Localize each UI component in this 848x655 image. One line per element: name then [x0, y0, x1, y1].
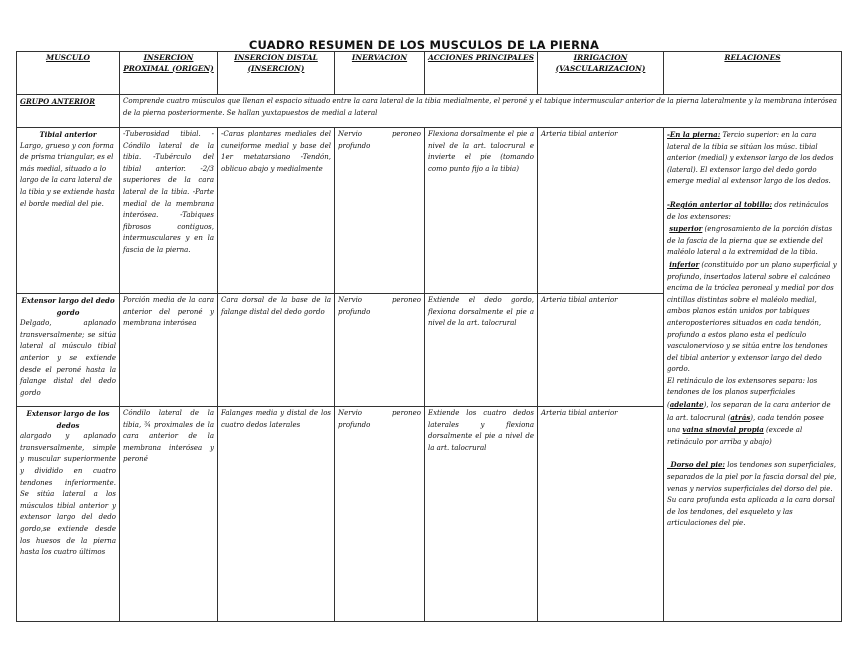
- rel-dorso-label: _Dorso del pie:: [667, 460, 726, 470]
- rel-pierna-label: -En la pierna:: [667, 130, 721, 139]
- header-acciones: ACCIONES PRINCIPALES: [425, 52, 538, 95]
- cell-irrigacion: Arteria tibial anterior: [538, 128, 664, 294]
- grupo-row: [17, 95, 842, 128]
- muscle-name: Extensor largo del dedo gordo: [21, 296, 115, 317]
- page-title: CUADRO RESUMEN DE LOS MUSCULOS DE LA PIERNA: [248, 38, 600, 52]
- rel-tobillo-text: dos retináculos de los extensores:: [667, 200, 829, 221]
- muscle-name: Tibial anterior: [39, 130, 97, 139]
- rel-superior-label: superior: [669, 224, 703, 234]
- cell-irrigacion: Arteria tibial anterior: [538, 294, 664, 407]
- header-row: [17, 52, 842, 95]
- cell-irrigacion: Arteria tibial anterior: [538, 407, 664, 622]
- cell-acciones: Flexiona dorsalmente el pie a nivel de la art. talocrural e invierte el pie (tomando como punto fijo a la tibia): [425, 128, 538, 294]
- grupo-label: GRUPO ANTERIOR: [20, 97, 96, 106]
- cell-origen: -Tuberosidad tibial. -Cóndilo lateral de la tibia. -Tubérculo del tibial anterior. -2/3 superiores de la cara lateral de la tibia. -Parte medial de la membrana interósea. -Tabiques fibrosos contiguos, intermusculares y en la fascia de la pierna.: [120, 128, 218, 294]
- header-musculo: MUSCULO: [17, 52, 120, 95]
- cell-acciones: Extiende los cuatro dedos laterales y flexiona dorsalmente el pie a nivel de la art. talocrural: [425, 407, 538, 622]
- header-origen: INSERCION PROXIMAL (ORIGEN): [120, 52, 218, 95]
- header-relaciones: RELACIONES: [664, 52, 842, 95]
- rel-adelante: adelante: [669, 400, 704, 410]
- rel-separa-2: ), los separan de la cara anterior de la art. talocrural (: [667, 401, 831, 422]
- muscle-desc: Largo, grueso y con forma de prisma triangular, es el más medial, situado a lo largo de la cara lateral de la tibia y se extiende hasta el borde medial del pie.: [20, 141, 115, 208]
- table-row: [17, 128, 842, 294]
- muscle-desc: alargado y aplanado transversalmente, simple y muscular superiormente y dividido en cuatro tendones inferiormente. Se sitúa lateral a los músculos tibial anterior y extensor largo del dedo gordo,se extiende desde los huesos de la pierna hasta los cuatro últimos: [20, 432, 116, 557]
- rel-separa-1: El retináculo de los extensores separa: los tendones de los planos superficiales (: [667, 376, 818, 410]
- cell-inervacion: Nervio peroneo profundo: [335, 128, 425, 294]
- cell-origen: Porción media de la cara anterior del peroné y membrana interósea: [120, 294, 218, 407]
- header-irrigacion: IRRIGACION (VASCULARIZACION): [538, 52, 664, 95]
- cell-origen: Cóndilo lateral de la tibia, ¾ proximales de la cara anterior de la membrana interósea y peroné: [120, 407, 218, 622]
- cell-insercion: Falanges media y distal de los cuatro dedos laterales: [218, 407, 335, 622]
- grupo-text: Comprende cuatro músculos que llenan el espacio situado entre la cara lateral de la tibia medialmente, el peroné y el tabique intermuscular anterior de la pierna lateralmente y la membrana interósea de la pierna posteriormente. Se hallan yuxtapuestos de medial a lateral: [120, 95, 842, 128]
- rel-inferior-text: (constituido por un plano superficial y profundo, insertados lateral sobre el calcáneo encima de la tróclea peroneal y medial por dos cintillas distintas sobre el maléolo medial, ambos planos están unidos por tabiques anteroposteriores situados en cada tendón, profundo a estos plano esta el pedículo vasculonervioso y se sitúa entre los tendones del tibial anterior y extensor largo del dedo gordo.: [667, 260, 837, 374]
- header-inervacion: INERVACION: [335, 52, 425, 95]
- rel-separa-4: (excede al retináculo por arriba y abajo): [667, 426, 803, 446]
- rel-atras: atrás: [730, 412, 751, 422]
- header-insercion: INSERCION DISTAL (INSERCION): [218, 52, 335, 95]
- cell-acciones: Extiende el dedo gordo, flexiona dorsalmente el pie a nivel de la art. talocrural: [425, 294, 538, 407]
- rel-separa-3: ), cada tendón posee una: [667, 413, 824, 435]
- rel-tobillo-label: -Región anterior al tobillo:: [667, 199, 773, 209]
- summary-table: [16, 51, 842, 622]
- rel-inferior-label: inferior: [669, 259, 700, 269]
- cell-relaciones: [664, 128, 842, 622]
- rel-vaina: vaina sinovial propia: [682, 425, 764, 435]
- cell-inervacion: Nervio peroneo profundo: [335, 294, 425, 407]
- rel-dorso-text: los tendones son superficiales, separados de la piel por la fascia dorsal del pie, venas y nervios superficiales del dorso del pie. Su cara profunda esta aplicada a la cara dorsal de los tendones, del esqueleto y las articulaciones del pie.: [667, 461, 837, 528]
- muscle-name: Extensor largo de los dedos: [26, 409, 110, 430]
- cell-insercion: -Caras plantares mediales del cuneiforme medial y base del 1er metatarsiano -Tendón, oblicuo abajo y medialmente: [218, 128, 335, 294]
- cell-insercion: Cara dorsal de la base de la falange distal del dedo gordo: [218, 294, 335, 407]
- rel-pierna-text: Tercio superior: en la cara lateral de la tibia se sitúan los músc. tibial anterior (medial) y extensor largo de los dedos (lateral). El extensor largo del dedo gordo emerge medial al extensor largo de los dedos.: [667, 131, 834, 186]
- muscle-desc: Delgado, aplanado transversalmente; se sitúa lateral al músculo tibial anterior y se extiende desde el peroné hasta la falange distal del dedo gordo: [20, 319, 116, 397]
- cell-inervacion: Nervio peroneo profundo: [335, 407, 425, 622]
- rel-superior-text: (engrosamiento de la porción distas de la fascia de la pierna que se extiende del maléolo lateral a la extremidad de la tibia.: [667, 225, 833, 257]
